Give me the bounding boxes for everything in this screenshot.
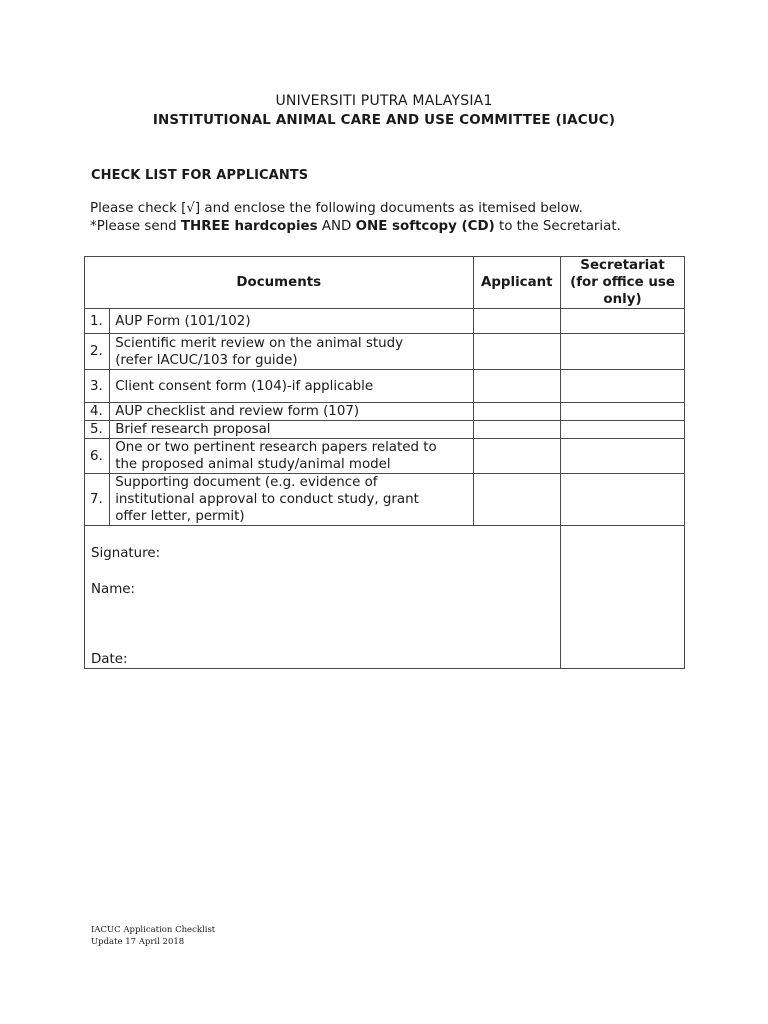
instruction-prefix: *Please send [90, 219, 181, 234]
committee-title: INSTITUTIONAL ANIMAL CARE AND USE COMMITTEE (IACUC) [152, 113, 616, 128]
applicant-check-cell[interactable] [473, 370, 561, 403]
university-title: UNIVERSITI PUTRA MALAYSIA1 [275, 93, 493, 109]
document-line: Brief research proposal [115, 422, 271, 437]
secretariat-check-cell[interactable] [561, 334, 685, 370]
signature-row [85, 526, 685, 669]
document-line: Client consent form (104)-if applicable [115, 378, 374, 394]
document-name [110, 421, 473, 439]
secretariat-header-line2: (for office use [570, 275, 675, 290]
table-row [85, 474, 685, 526]
document-name [110, 439, 473, 474]
signature-label: Signature: [91, 546, 161, 561]
secretariat-check-cell[interactable] [561, 309, 685, 334]
name-label: Name: [91, 582, 136, 597]
document-line: offer letter, permit) [115, 509, 245, 524]
document-name [110, 370, 473, 403]
document-line: Supporting document (e.g. evidence of [115, 475, 378, 490]
instruction-line-2 [90, 219, 621, 234]
secretariat-check-cell[interactable] [561, 370, 685, 403]
applicant-check-cell[interactable] [473, 474, 561, 526]
table-row [85, 334, 685, 370]
row-number: 3. [85, 370, 110, 403]
row-number: 4. [85, 403, 110, 421]
table-row [85, 439, 685, 474]
document-name [110, 309, 473, 334]
secretariat-check-cell[interactable] [561, 421, 685, 439]
row-number: 7. [85, 474, 110, 526]
date-label: Date: [91, 652, 128, 667]
row-number: 6. [85, 439, 110, 474]
footer-title: IACUC Application Checklist [91, 925, 216, 935]
instruction-hardcopies: THREE hardcopies [180, 219, 318, 234]
documents-header: Documents [85, 257, 474, 309]
signature-block [90, 526, 555, 668]
instruction-suffix: to the Secretariat. [494, 219, 621, 234]
row-number: 2. [85, 334, 110, 370]
document-line: the proposed animal study/animal model [115, 457, 391, 472]
secretariat-check-cell[interactable] [561, 403, 685, 421]
document-line: Scientific merit review on the animal study [115, 335, 404, 351]
applicant-check-cell[interactable] [473, 421, 561, 439]
table-header-row [85, 257, 685, 309]
instruction-and: AND [317, 219, 356, 234]
table-row [85, 403, 685, 421]
footer-update-date: Update 17 April 2018 [91, 937, 185, 947]
applicant-check-cell[interactable] [473, 403, 561, 421]
secretariat-header-line1: Secretariat [580, 258, 665, 273]
document-name [110, 474, 473, 526]
instruction-softcopy: ONE softcopy (CD) [355, 219, 495, 234]
secretariat-check-cell[interactable] [561, 439, 685, 474]
applicant-check-cell[interactable] [473, 334, 561, 370]
instruction-line-1: Please check [√] and enclose the following documents as itemised below. [90, 201, 583, 216]
secretariat-header-line3: only) [603, 292, 642, 307]
documents-checklist-table [84, 256, 685, 669]
table-row [85, 370, 685, 403]
document-line: (refer IACUC/103 for guide) [115, 352, 298, 368]
applicant-check-cell[interactable] [473, 439, 561, 474]
secretariat-header [561, 257, 685, 309]
row-number: 5. [85, 421, 110, 439]
secretariat-check-cell[interactable] [561, 474, 685, 526]
document-line: institutional approval to conduct study, grant [115, 492, 419, 507]
document-name [110, 403, 473, 421]
document-line: AUP Form (101/102) [115, 313, 251, 329]
document-name [110, 334, 473, 370]
table-row [85, 309, 685, 334]
applicant-check-cell[interactable] [473, 309, 561, 334]
checklist-heading: CHECK LIST FOR APPLICANTS [91, 168, 309, 183]
secretariat-signature-cell[interactable] [561, 526, 685, 669]
document-line: AUP checklist and review form (107) [115, 404, 360, 419]
row-number: 1. [85, 309, 110, 334]
page-footer [91, 924, 215, 948]
applicant-header: Applicant [473, 257, 561, 309]
table-row [85, 421, 685, 439]
document-line: One or two pertinent research papers related to [115, 440, 437, 455]
applicant-signature-cell[interactable] [85, 526, 561, 669]
